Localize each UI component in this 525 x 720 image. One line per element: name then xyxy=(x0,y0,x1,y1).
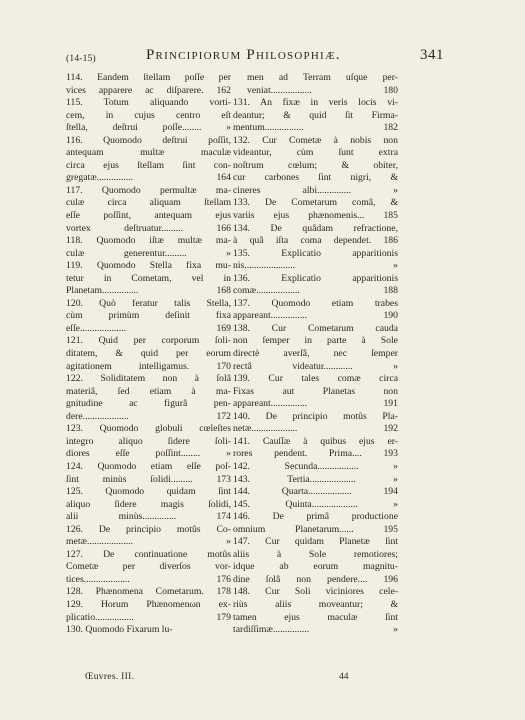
toc-line: agitationem intelligamus. 170 xyxy=(66,360,231,372)
toc-line: nis..................... » xyxy=(233,260,398,272)
toc-entry xyxy=(233,411,398,436)
toc-line: circa ejus ſtellam ſint con- xyxy=(66,159,231,171)
toc-line: deantur; & quid ſit Firma- xyxy=(233,109,398,121)
toc-entry xyxy=(66,72,231,97)
toc-line: non ſemper in parte à Sole xyxy=(233,335,398,347)
toc-line: 148. Cur Soli viciniores cele- xyxy=(233,586,398,598)
toc-line: videantur, cùm ſunt extra xyxy=(233,147,398,159)
toc-entry xyxy=(66,235,231,260)
running-header xyxy=(0,44,525,68)
toc-line: veniat................. 180 xyxy=(247,84,398,96)
toc-line: directè averſâ, nec ſemper xyxy=(233,348,398,360)
toc-entry xyxy=(66,461,231,486)
toc-line: comæ.................. 188 xyxy=(233,285,398,297)
toc-entry xyxy=(66,335,231,373)
toc-entry xyxy=(233,72,398,97)
toc-entry xyxy=(233,474,398,487)
toc-line: appareant............... 191 xyxy=(233,398,398,410)
toc-line: gnitudine ac figurâ pen- xyxy=(66,398,231,410)
toc-line: 145. Quinta................... » xyxy=(233,498,398,510)
toc-entry xyxy=(233,323,398,373)
toc-entry xyxy=(233,223,398,248)
toc-entry xyxy=(233,486,398,499)
toc-line: integro aliquo ſidere ſoli- xyxy=(66,435,231,447)
toc-line: gregatæ............... 164 xyxy=(66,172,231,184)
toc-entry xyxy=(233,586,398,636)
toc-line: tetur in Cometam, vel in xyxy=(66,272,231,284)
toc-line: 144. Quarta.................. 194 xyxy=(233,486,398,498)
toc-entry xyxy=(233,536,398,586)
toc-entry xyxy=(233,135,398,198)
page-number: 341 xyxy=(420,47,444,63)
toc-line: 118. Quomodo iſtæ multæ ma- xyxy=(66,235,231,247)
sheet-number: 44 xyxy=(339,672,349,682)
toc-line: men ad Terram uſque per- xyxy=(247,72,398,83)
toc-entry xyxy=(66,97,231,135)
left-column xyxy=(66,72,231,637)
toc-line: alii minùs.............. 174 xyxy=(66,511,231,523)
toc-line: eſſe poſſint, antequam ejus xyxy=(66,210,231,222)
toc-line: ditatem, & quid per eorum xyxy=(66,348,231,360)
section-range: (14-15) xyxy=(66,54,96,64)
toc-entry xyxy=(233,298,398,323)
toc-line: Planetam............... 168 xyxy=(66,285,231,297)
toc-entry xyxy=(66,260,231,298)
toc-line: dine ſolâ non pendere.... 196 xyxy=(233,573,398,585)
toc-entry xyxy=(66,185,231,235)
toc-line: 123. Quomodo globuli cœleſtes xyxy=(66,423,231,435)
toc-line: 117. Quomodo permultæ ma- xyxy=(66,184,231,196)
toc-entry xyxy=(66,599,231,624)
toc-line: 140. De principio motûs Pla- xyxy=(233,410,398,422)
toc-entry xyxy=(66,586,231,599)
toc-line: omnium Planetarum...... 195 xyxy=(233,523,398,535)
toc-line: rores pendent. Prima.... 193 xyxy=(233,448,398,460)
toc-line: cineres albi.............. » xyxy=(233,184,398,196)
toc-line: 124. Quomodo etiam eſſe poſ- xyxy=(66,460,231,472)
toc-entry xyxy=(66,423,231,461)
toc-line: 136. Explicatio apparitionis xyxy=(233,272,398,284)
toc-line: Fixas aut Planetas non xyxy=(233,385,398,397)
toc-line: aliis à Sole remotiores; xyxy=(233,548,398,560)
toc-entry xyxy=(66,298,231,336)
toc-entry xyxy=(66,624,231,637)
toc-line: 142. Secunda................. » xyxy=(233,460,398,472)
toc-line: 131. An fixæ in veris locis vi- xyxy=(233,97,398,109)
toc-line: Cometæ per diverſos vor- xyxy=(66,561,231,573)
toc-entry xyxy=(233,273,398,298)
toc-line: 116. Quomodo deſtrui poſſit, xyxy=(66,134,231,146)
toc-line: cem, in cujus centro eſt xyxy=(66,109,231,121)
toc-entry xyxy=(233,248,398,273)
toc-line: ſint minùs ſolidi......... 173 xyxy=(66,473,231,485)
toc-line: diores eſſe poſſint........ » xyxy=(66,448,231,460)
toc-line: dere................... 172 xyxy=(66,410,231,422)
toc-line: 125. Quomodo quidam ſint xyxy=(66,486,231,498)
toc-line: 119. Quomodo Stella fixa mu- xyxy=(66,260,231,272)
toc-line: noſtrum cœlum; & obiter, xyxy=(233,159,398,171)
toc-line: 143. Tertia................... » xyxy=(233,473,398,485)
toc-line: 128. Phænomena Cometarum. 178 xyxy=(66,586,231,598)
toc-line: 130. Quomodo Fixarum lu- xyxy=(66,624,173,636)
toc-line: culæ generentur......... » xyxy=(66,247,231,259)
toc-line: 139. Cur tales comæ circa xyxy=(233,373,398,385)
toc-entry xyxy=(233,97,398,135)
toc-line: antequam multæ maculæ xyxy=(66,147,231,159)
right-column xyxy=(233,72,398,637)
toc-line: cùm primùm deſinit fixa xyxy=(66,310,231,322)
toc-line: 134. De quâdam refractione, xyxy=(233,222,398,234)
toc-line: à quâ iſta coma dependet. 186 xyxy=(233,235,398,247)
toc-entry xyxy=(233,511,398,536)
toc-entry xyxy=(66,135,231,185)
toc-entry xyxy=(233,197,398,222)
toc-line: tardiſſimæ............... » xyxy=(233,624,398,636)
toc-line: 132. Cur Cometæ à nobis non xyxy=(233,134,398,146)
toc-line: cur carbones ſint nigri, & xyxy=(233,172,398,184)
toc-line: 146. De primâ productione xyxy=(233,511,398,523)
running-title: Principiorum Philosophiæ. xyxy=(146,47,341,63)
toc-line: variis ejus phænomenis... 185 xyxy=(233,210,398,222)
toc-line: tices................... 176 xyxy=(66,573,231,585)
toc-line: tamen ejus maculæ ſint xyxy=(233,611,398,623)
toc-line: 133. De Cometarum comâ, & xyxy=(233,197,398,209)
toc-line: 114. Eandem ſtellam poſſe per xyxy=(66,72,231,83)
toc-line: 120. Quò feratur talis Stella, xyxy=(66,297,231,309)
toc-line: 121. Quid per corporum ſoli- xyxy=(66,335,231,347)
toc-line: riùs aliis moveantur; & xyxy=(233,598,398,610)
toc-line: aliquo ſidere magis ſolidi, xyxy=(66,498,231,510)
toc-line: netæ................... 192 xyxy=(233,423,398,435)
toc-line: 127. De continuatione motûs xyxy=(66,548,231,560)
toc-line: 141. Cauſſæ à quibus ejus er- xyxy=(233,435,398,447)
toc-line: 122. Soliditatem non à ſolâ xyxy=(66,373,231,385)
toc-line: vortex deſtruatur......... 166 xyxy=(66,222,231,234)
toc-line: 147. Cur quidam Planetæ ſint xyxy=(233,536,398,548)
toc-entry xyxy=(66,524,231,549)
toc-line: 137. Quomodo etiam trabes xyxy=(233,297,398,309)
volume-signature: Œuvres. III. xyxy=(85,672,135,682)
toc-line: idque ab eorum magnitu- xyxy=(233,561,398,573)
toc-line: 129. Horum Phænomenωn ex- xyxy=(66,598,231,610)
toc-line: 115. Totum aliquando vorti- xyxy=(66,97,231,109)
toc-entry xyxy=(66,486,231,524)
toc-line: 126. De principio motûs Co- xyxy=(66,523,231,535)
toc-line: mentum................ 182 xyxy=(233,122,398,134)
toc-line: culæ circa aliquam ſtellam xyxy=(66,197,231,209)
toc-line: eſſe................... 169 xyxy=(66,322,231,334)
toc-entry xyxy=(66,373,231,423)
toc-line: ſtella, deſtrui poſſe........ » xyxy=(66,122,231,134)
toc-entry xyxy=(233,461,398,474)
toc-entry xyxy=(66,549,231,587)
toc-entry xyxy=(233,499,398,512)
toc-entry xyxy=(233,373,398,411)
toc-line: rectâ videatur............ » xyxy=(233,360,398,372)
toc-line: materiâ, ſed etiam à ma- xyxy=(66,385,231,397)
toc-entry xyxy=(233,436,398,461)
toc-line: appareant............... 190 xyxy=(233,310,398,322)
toc-line: plicatio................ 179 xyxy=(66,611,231,623)
toc-line: metæ................... » xyxy=(66,536,231,548)
toc-line: 135. Explicatio apparitionis xyxy=(233,247,398,259)
toc-line: 138. Cur Cometarum cauda xyxy=(233,322,398,334)
toc-line: vices apparere ac diſparere. 162 xyxy=(66,84,231,96)
